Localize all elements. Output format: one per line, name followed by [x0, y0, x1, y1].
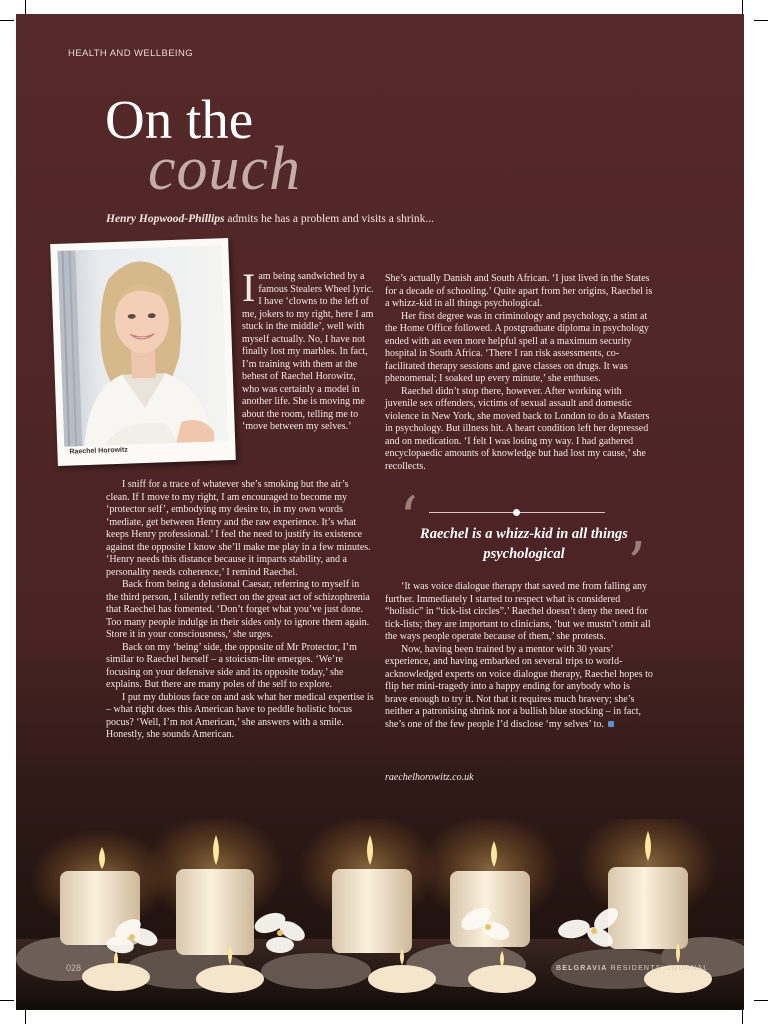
crop-mark [754, 1000, 768, 1001]
drop-cap: I [242, 265, 256, 310]
article-intro [242, 265, 374, 434]
page-number: 028 [66, 963, 82, 973]
publication-name [556, 965, 708, 972]
paragraph: Back from being a delusional Caesar, referring to myself in the third person, I silently reflect on the great act of schizophrenia that Raechel has fomented. ‘Don’t forget what you’ve just done. Too many people indulge in their sides only to ignore them again. Store it in your consciousness,’ she urges. [106, 579, 370, 640]
standfirst-text: admits he has a problem and visits a shrink... [227, 213, 435, 225]
article-column-2-bottom [385, 581, 653, 731]
author-name: Henry Hopwood-Phillips [106, 213, 225, 225]
page-title-script: couch [148, 135, 302, 203]
publication-name-rest: RESIDENTS' JOURNAL [610, 965, 709, 972]
paragraph: Back on my ‘being’ side, the opposite of Mr Protector, I’m similar to Raechel herself – a stoicism-lite emerges. ‘We’re focusing on your defensive side and its opposite today,’ she explains. But there are many poles of the self to explore. [106, 641, 357, 690]
publication-name-bold: BELGRAVIA [556, 965, 608, 972]
article-column-1 [106, 479, 374, 742]
paragraph: Raechel didn’t stop there, however. After working with juvenile sex offenders, victims of sexual assault and domestic violence in New York, she moved back to London to do a Masters in psychology. But illness hit. A heart condition left her depressed and on medication. ‘I felt I was losing my way. I had gathered encyclopaedic amounts of knowledge but had lost my cause,’ she recollects. [385, 385, 650, 472]
portrait-photo [50, 238, 236, 466]
end-of-article-icon [608, 721, 614, 727]
intro-paragraph: am being sandwiched by a famous Stealers Wheel lyric. I have ‘clowns to the left of me, jokers to my right, here I am stuck in the middle’, well with myself actually. No, I have not finally lost my marbles. In fact, I’m training with them at the behest of Raechel Horowitz, who was certainly a model in another life. She is moving me about the room, telling me to ‘move between my selves.’ [242, 271, 374, 432]
crop-mark [0, 1000, 14, 1001]
article-column-2-top [385, 273, 653, 473]
paragraph: ‘It was voice dialogue therapy that saved me from falling any further. Immediately I started to respect what is considered “holistic” in “tick-list circles”.’ Raechel doesn’t deny the need for tick-lists; they are important to clinicians, ‘but we mustn’t omit all the ways people operate because of them,’ she protests. [385, 581, 651, 642]
photo-caption: Raechel Horowitz [69, 446, 128, 456]
crop-mark [25, 1010, 26, 1024]
portrait-image [57, 245, 228, 447]
crop-mark [0, 20, 14, 21]
page-title: On the [105, 89, 254, 150]
crop-mark [754, 20, 768, 21]
paragraph [385, 644, 653, 732]
website-link[interactable]: raechelhorowitz.co.uk [385, 772, 474, 783]
paragraph: Her first degree was in criminology and psychology, a stint at the Home Office followed. A postgraduate diploma in psychology ended with an even more helpful spell at a maximum security hospital in South Africa. ‘There I ran risk assessments, co-facilitated therapy sessions and gave classes on drugs. It was phenomenal; I soaked up every minute,’ she enthuses. [385, 310, 649, 384]
magazine-page [16, 14, 744, 1010]
standfirst [106, 213, 434, 225]
paragraph: I sniff for a trace of whatever she’s smoking but the air’s clean. If I move to my right, I am encouraged to become my ‘protector self’, embodying my desire to, in my own words ‘mediate, get between Henry and the raw experience. It’s what keeps Henry professional.’ I feel the need to justify its existence against the opposite I know she’ll make me play in a few minutes. ‘Henry needs this distance because it imparts stability, and a personality needs coherence,’ I remind Raechel. [106, 479, 371, 578]
open-quote-icon: ‘ [399, 484, 419, 554]
crop-mark [742, 1010, 743, 1024]
quote-divider-dot [513, 509, 520, 516]
paragraph: She’s actually Danish and South African. ‘I just lived in the States for a decade of schooling.’ Quite apart from her origins, Raechel is a whizz-kid in all things psychological. [385, 273, 653, 309]
crop-mark [25, 0, 26, 14]
crop-mark [742, 0, 743, 14]
pull-quote-text: Raechel is a whizz-kid in all things psychological [420, 526, 628, 562]
candles-image [16, 819, 744, 1010]
close-quote-icon: ’ [627, 530, 647, 600]
paragraph: I put my dubious face on and ask what her medical expertise is – what right does this American have to peddle holistic hocus pocus? ‘Well, I’m not American,’ she answers with a smile. Honestly, she sounds American. [106, 691, 374, 740]
section-label: HEALTH AND WELLBEING [68, 48, 194, 59]
pull-quote [399, 484, 653, 600]
paragraph-text: Now, having been trained by a mentor with 30 years’ experience, and having embarked on several trips to world-acknowledged experts on voice dialogue therapy, Raechel hopes to flip her mini-tragedy into a happy ending for anybody who is brave enough to try it. Not that it requires much bravery; she’s neither a patronising shrink nor a bullish blue stocking – in fact, she’s one of the few people I’d disclose ‘my selves’ to. [385, 643, 653, 730]
